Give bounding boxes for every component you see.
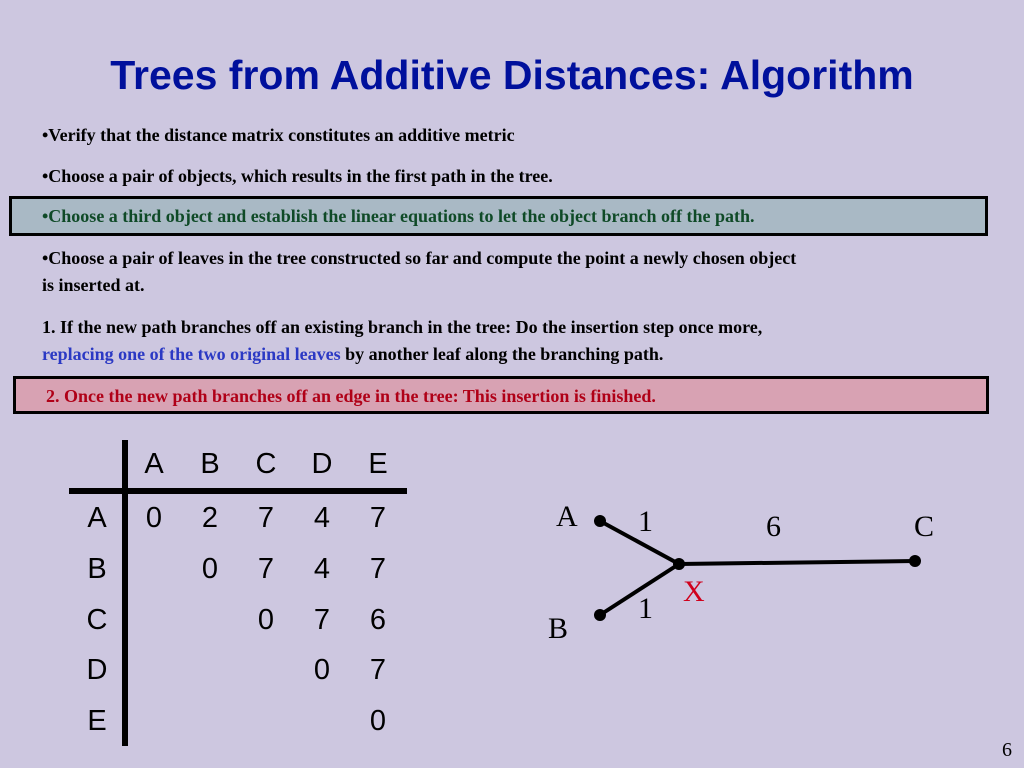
matrix-header-a: A (144, 448, 164, 480)
node-x-dot (673, 558, 685, 570)
matrix-row-label-c: C (86, 604, 108, 636)
matrix-cell: 7 (257, 553, 275, 585)
node-a-label: A (556, 500, 578, 533)
matrix-header-b: B (200, 448, 220, 480)
step-one-highlight: replacing one of the two original leaves (42, 344, 341, 364)
matrix-row-label-d: D (86, 654, 108, 686)
matrix-cell: 7 (369, 553, 387, 585)
matrix-row-label-e: E (87, 705, 107, 737)
slide-title: Trees from Additive Distances: Algorithm (110, 52, 914, 98)
matrix-cell: 0 (257, 604, 275, 636)
page-number: 6 (1002, 739, 1012, 761)
edge-x-c (679, 561, 915, 564)
matrix-header-e: E (368, 448, 388, 480)
edge-x-c-weight: 6 (766, 510, 781, 543)
matrix-cell: 4 (313, 502, 331, 534)
matrix-cell: 4 (313, 553, 331, 585)
matrix-cell: 7 (257, 502, 275, 534)
step-one-rest: by another leaf along the branching path. (340, 344, 664, 364)
bullet-third-object: •Choose a third object and establish the linear equations to let the object branch off the path. (42, 206, 755, 226)
step-one-line1: 1. If the new path branches off an existing branch in the tree: Do the insertion step once more, (42, 317, 763, 337)
node-x-label: X (683, 575, 705, 608)
matrix-row-label-b: B (87, 553, 107, 585)
node-c-label: C (914, 510, 935, 543)
node-b-label: B (548, 612, 569, 645)
matrix-header-d: D (311, 448, 333, 480)
node-b-dot (594, 609, 606, 621)
edge-b-x-weight: 1 (638, 592, 653, 625)
matrix-cell: 7 (369, 654, 387, 686)
matrix-header-c: C (255, 448, 277, 480)
bullet-verify: •Verify that the distance matrix constitutes an additive metric (42, 125, 515, 145)
edge-a-x-weight: 1 (638, 505, 653, 538)
bullet-choose-leaves-line2: is inserted at. (42, 275, 145, 295)
matrix-cell: 2 (201, 502, 219, 534)
matrix-cell: 7 (313, 604, 331, 636)
bullet-choose-pair: •Choose a pair of objects, which results in the first path in the tree. (42, 166, 553, 186)
matrix-cell: 0 (313, 654, 331, 686)
node-c-dot (909, 555, 921, 567)
matrix-cell: 0 (145, 502, 163, 534)
matrix-cell: 0 (201, 553, 219, 585)
matrix-cell: 0 (369, 705, 387, 737)
matrix-row-label-a: A (87, 502, 107, 534)
bullet-choose-leaves-line1: •Choose a pair of leaves in the tree constructed so far and compute the point a newly chosen object (42, 248, 797, 268)
matrix-cell: 7 (369, 502, 387, 534)
node-a-dot (594, 515, 606, 527)
step-two: 2. Once the new path branches off an edge in the tree: This insertion is finished. (46, 386, 656, 406)
matrix-cell: 6 (369, 604, 387, 636)
